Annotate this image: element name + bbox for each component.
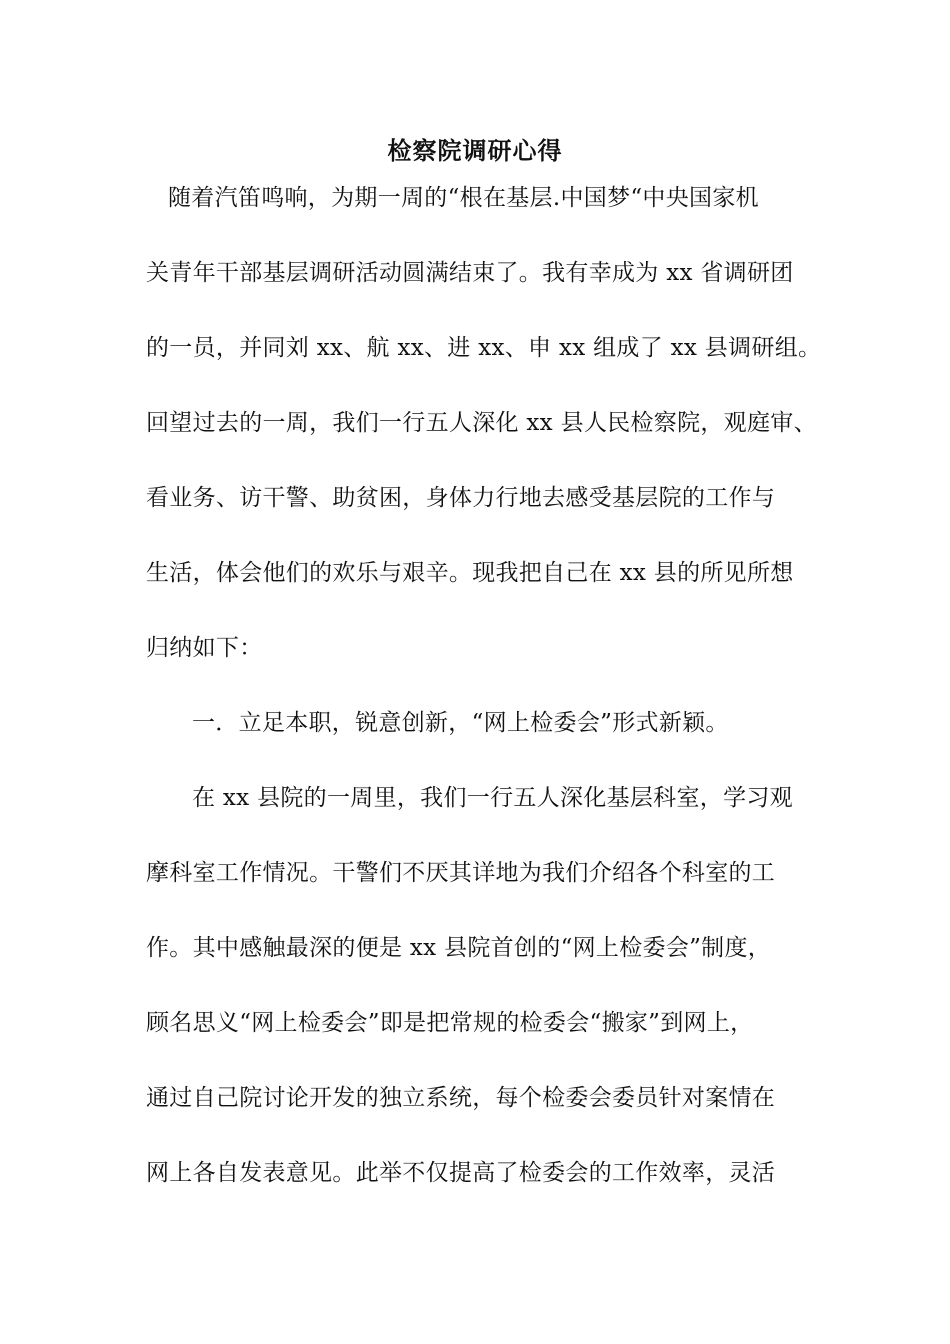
paragraph-line: 作。其中感触最深的便是 xx 县院首创的“网上检委会”制度， <box>146 935 772 961</box>
paragraph-line: 归纳如下： <box>146 635 263 661</box>
paragraph-line: 通过自己院讨论开发的独立系统，每个检委会委员针对案情在 <box>146 1085 776 1111</box>
paragraph-line: 在 xx 县院的一周里，我们一行五人深化基层科室，学习观 <box>192 785 793 811</box>
paragraph-line: 的一员，并同刘 xx、航 xx、进 xx、申 xx 组成了 xx 县调研组。 <box>146 335 822 361</box>
paragraph-line: 网上各自发表意见。此举不仅提高了检委会的工作效率，灵活 <box>146 1160 776 1186</box>
paragraph-line: 摩科室工作情况。干警们不厌其详地为我们介绍各个科室的工 <box>146 860 776 886</box>
paragraph-line: 回望过去的一周，我们一行五人深化 xx 县人民检察院，观庭审、 <box>146 410 817 436</box>
paragraph-line: 顾名思义“网上检委会”即是把常规的检委会“搬家”到网上， <box>146 1010 754 1036</box>
paragraph-line: 关青年干部基层调研活动圆满结束了。我有幸成为 xx 省调研团 <box>146 260 794 286</box>
paragraph-line: 生活，体会他们的欢乐与艰辛。现我把自己在 xx 县的所见所想 <box>146 560 794 586</box>
section-heading: 一．立足本职，锐意创新，“网上检委会”形式新颖。 <box>192 710 729 736</box>
document-title: 检察院调研心得 <box>387 136 563 165</box>
paragraph-line: 看业务、访干警、助贫困，身体力行地去感受基层院的工作与 <box>146 485 776 511</box>
paragraph-line: 随着汽笛鸣响，为期一周的“根在基层.中国梦“中央国家机 <box>168 185 759 211</box>
